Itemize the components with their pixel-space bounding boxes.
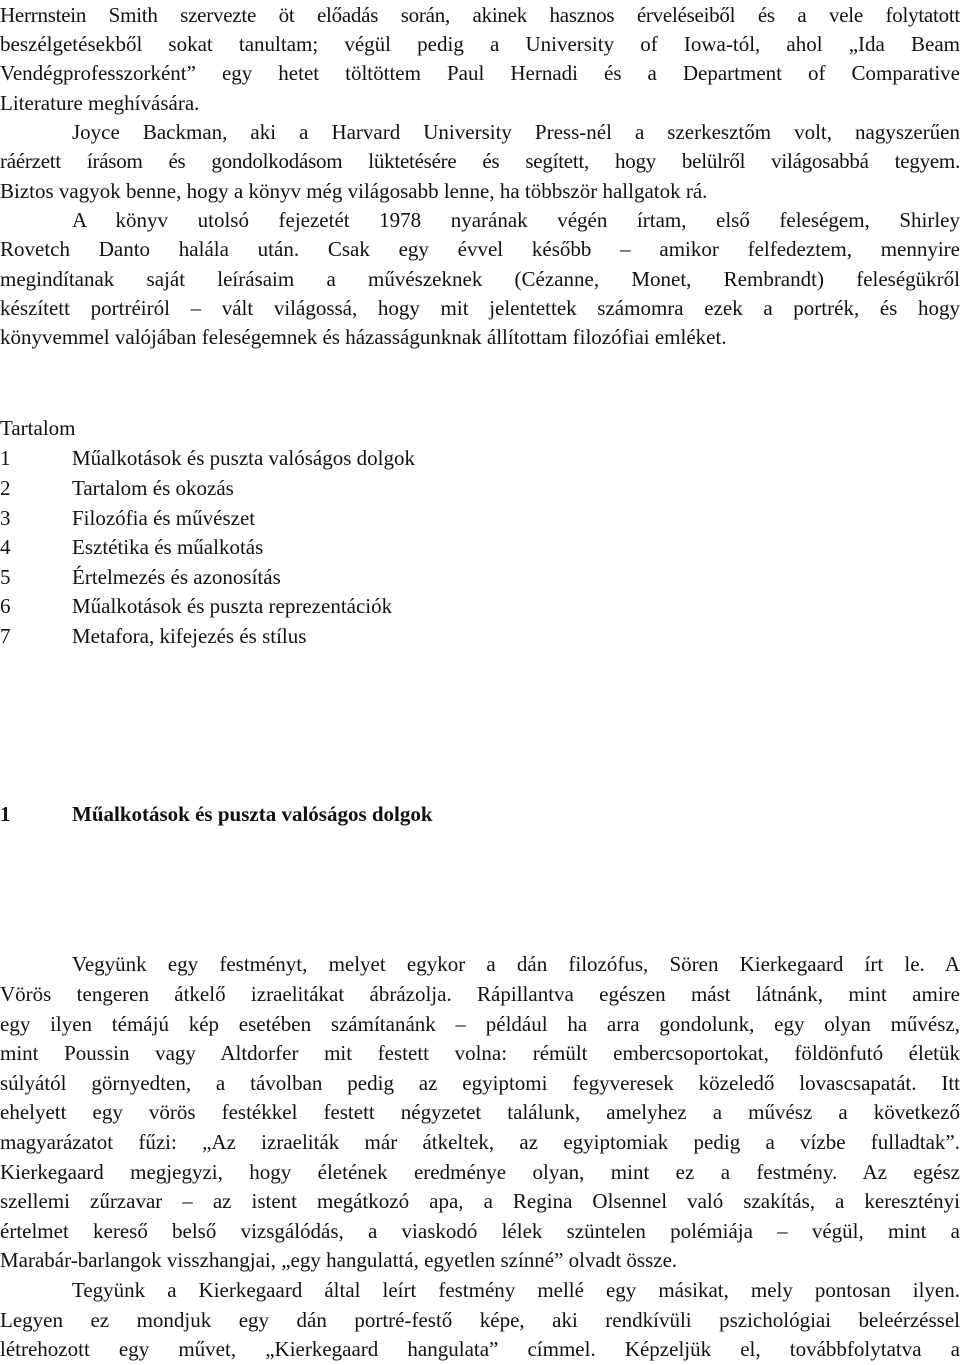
- intro-line: megindítanak saját leírásaim a művészeknek (Cézanne, Monet, Rembrandt) feleségükről: [0, 267, 960, 291]
- toc-item-number: 3: [0, 506, 11, 530]
- body-line: szellemi zűrzavar – az istent megátkozó apa, a Regina Olsennel való szakítás, a keresztényi: [0, 1189, 960, 1213]
- toc-item[interactable]: [0, 473, 960, 503]
- toc-item-number: 2: [0, 476, 11, 500]
- body-line: Legyen ez mondjuk egy dán portré-festő képe, aki rendkívüli pszichológiai beleérzéssel: [0, 1308, 960, 1332]
- intro-line: ráérzett írásom és gondolkodásom lüktetésére és segített, hogy belülről világosabbá tegyem.: [0, 149, 960, 173]
- chapter-number: 1: [0, 802, 11, 826]
- intro-line: Literature meghívására.: [0, 91, 200, 115]
- toc-item-number: 6: [0, 594, 11, 618]
- intro-line: Biztos vagyok benne, hogy a könyv még világosabb lenne, ha többször hallgatok rá.: [0, 179, 708, 203]
- body-line: súlyától görnyedten, a távolban pedig az egyiptomi fegyveresek közeledő lovascsapatát. Itt: [0, 1071, 960, 1095]
- toc-item-label: Esztétika és műalkotás: [72, 535, 264, 559]
- body-line: mint Poussin vagy Altdorfer mit festett volna: rémült embercsoportokat, földönfutó életük: [0, 1041, 960, 1065]
- toc-item-number: 1: [0, 446, 11, 470]
- intro-line: Herrnstein Smith szervezte öt előadás során, akinek hasznos érveléseiből és a vele folytatott: [0, 3, 960, 27]
- toc-item[interactable]: [0, 621, 960, 651]
- body-line: Tegyünk a Kierkegaard által leírt festmény mellé egy másikat, mely pontosan ilyen.: [72, 1278, 960, 1302]
- body-line: Kierkegaard megjegyzi, hogy életének eredménye olyan, mint ez a festmény. Az egész: [0, 1160, 960, 1184]
- intro-line: könyvemmel valójában feleségemnek és házasságunknak állítottam filozófiai emléket.: [0, 325, 727, 349]
- body-line: Vegyünk egy festményt, melyet egykor a dán filozófus, Sören Kierkegaard írt le. A: [72, 952, 960, 976]
- toc-item-label: Filozófia és művészet: [72, 506, 256, 530]
- intro-line: készített portréiról – vált világossá, hogy mit jelentettek számomra ezek a portrék, és hogy: [0, 296, 960, 320]
- toc-item-label: Metafora, kifejezés és stílus: [72, 624, 307, 648]
- body-line: értelmet kereső belső vizsgálódás, a viaskodó lélek szüntelen polémiája – végül, mint a: [0, 1219, 960, 1243]
- toc-item[interactable]: [0, 532, 960, 562]
- toc-item-number: 5: [0, 565, 11, 589]
- body-line: magyarázatot fűzi: „Az izraeliták már átkeltek, az egyiptomiak pedig a vízbe fulladtak”.: [0, 1130, 960, 1154]
- body-line: Vörös tengeren átkelő izraelitákat ábrázolja. Rápillantva egészen mást látnánk, mint amire: [0, 982, 960, 1006]
- intro-line: Rovetch Danto halála után. Csak egy évvel később – amikor felfedeztem, mennyire: [0, 237, 960, 261]
- intro-line: Vendégprofesszorként” egy hetet töltöttem Paul Hernadi és a Department of Comparative: [0, 61, 960, 85]
- toc-item[interactable]: [0, 443, 960, 473]
- chapter-title: Műalkotások és puszta valóságos dolgok: [72, 802, 433, 826]
- toc-item[interactable]: [0, 591, 960, 621]
- toc-item-label: Értelmezés és azonosítás: [72, 565, 281, 589]
- body-line: létrehozott egy művet, „Kierkegaard hangulata” címmel. Képzeljük el, továbbfolytatva a: [0, 1337, 960, 1361]
- intro-line: Joyce Backman, aki a Harvard University Press-nél a szerkesztőm volt, nagyszerűen: [72, 120, 960, 144]
- body-line: ehelyett egy vörös festékkel festett négyzetet találunk, amelyhez a művész a következő: [0, 1100, 960, 1124]
- chapter-heading: [0, 799, 960, 829]
- toc-item-label: Műalkotások és puszta valóságos dolgok: [72, 446, 415, 470]
- body-line: egy ilyen témájú kép esetében számítanánk – például ha arra gondolunk, egy olyan művész,: [0, 1012, 960, 1036]
- toc-item[interactable]: [0, 562, 960, 592]
- toc-item-label: Tartalom és okozás: [72, 476, 234, 500]
- toc-item-label: Műalkotások és puszta reprezentációk: [72, 594, 393, 618]
- toc-item-number: 4: [0, 535, 11, 559]
- body-line: Marabár-barlangok visszhangjai, „egy hangulattá, egyetlen színné” olvadt össze.: [0, 1248, 678, 1272]
- toc-title: Tartalom: [0, 416, 76, 440]
- toc-item[interactable]: [0, 503, 960, 533]
- intro-line: beszélgetésekből sokat tanultam; végül pedig a University of Iowa-tól, ahol „Ida Beam: [0, 32, 960, 56]
- intro-line: A könyv utolsó fejezetét 1978 nyarának végén írtam, első feleségem, Shirley: [72, 208, 960, 232]
- toc-item-number: 7: [0, 624, 11, 648]
